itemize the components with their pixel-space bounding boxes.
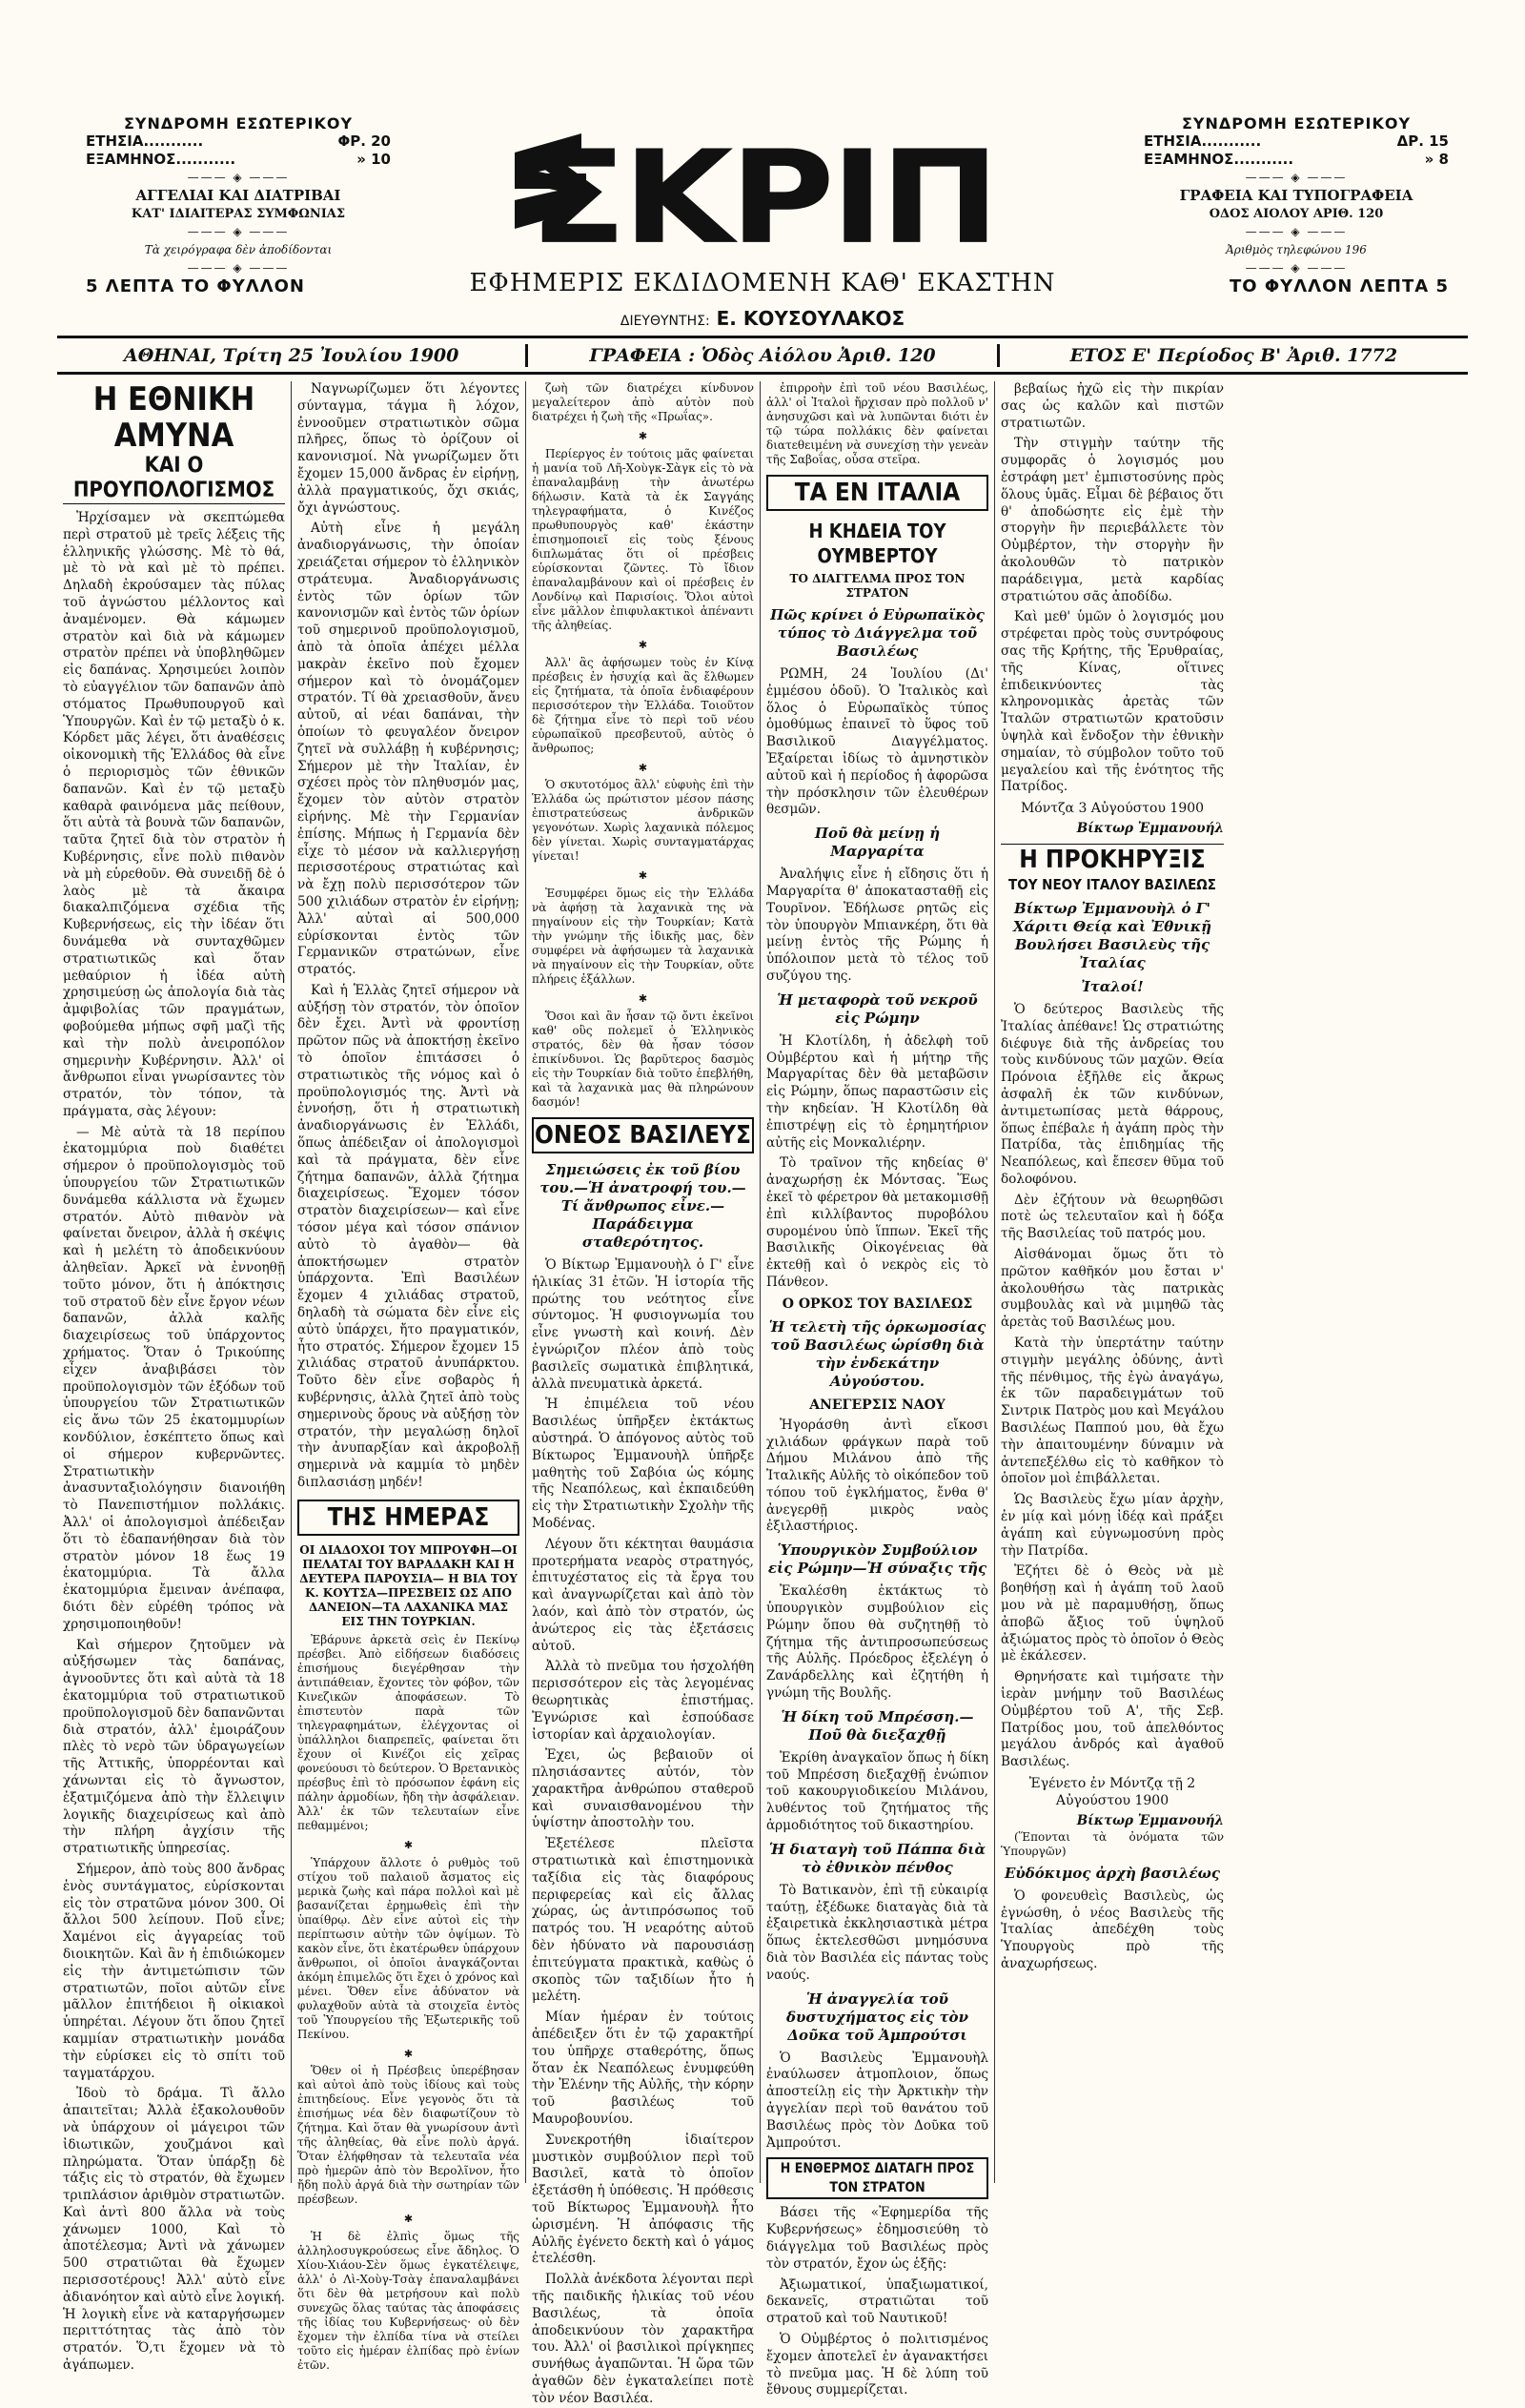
paragraph: Τὸ τραῖνον τῆς κηδείας θ' ἀναχωρήσῃ ἐκ Μόντσας. Ἕως ἐκεῖ τὸ φέρετρον θὰ μετακομισθῇ ἐπὶ κιλλίβαντος πυροβόλου συρομένου ὑπὸ ἵππων. Ἐκεῖ τῆς Βασιλικῆς Οἰκογένειας θὰ ἐκτεθῇ καὶ ὁ νεκρὸς εἰς τὸ Πάνθεον. [766, 1155, 988, 1290]
ornament: ——— ◈ ——— [187, 171, 290, 184]
section-kicker: ΑΝΕΓΕΡΣΙΣ ΝΑΟΥ [809, 1397, 946, 1413]
paragraph: Ἀναλήψις εἶνε ἡ εἴδησις ὅτι ἡ Μαργαρίτα θ' ἀποκατασταθῇ εἰς Τουρῖνον. Ἐδήλωσε ρητῶς εἰς τὸν ὑπουργὸν Μπιανκέρη, ὅτι θὰ μείνῃ ἐντὸς τῆς Ρώμης ἡ ὑπόλοιπον μετὰ τὸ τέλος τοῦ συζύγου της. [766, 867, 988, 984]
paragraph: Ἠρχίσαμεν νὰ σκεπτώμεθα περὶ στρατοῦ μὲ τρεῖς λέξεις τῆς ἑλληνικῆς γλώσσης. Μὲ τὸ θά, μὲ τὸ νὰ καὶ μὲ τὸ πρέπει. Δηλαδὴ ἐκρούσαμεν τὰς πύλας τοῦ ἀγνώστου μέλλοντος καὶ ἀναμένομεν. Θὰ κάμωμεν στρατὸν καὶ διὰ νὰ κάμωμεν στρατὸν πρέπει νὰ ὑποβληθῶμεν εἰς δαπάνας. Χρησιμεύει λοιπὸν τὸ εὐαγγέλιον τῶν δαπανῶν ἀπὸ στόματος Πρωθυπουργοῦ καὶ Ὑπουργῶν. Καὶ ἐν τῷ μεταξὺ ὁ κ. Κόρδετ μᾶς λέγει, ὅτι ἀναθέσεις οἰκονομικὴ τῆς Ἑλλάδος θὰ εἶνε ὁ περιορισμὸς τῶν ἐθνικῶν δαπανῶν. Καὶ ἐν τῷ μεταξὺ καθαρὰ φαινόμενα μᾶς πείθουν, ὅτι αὐτὰ τὰ βουνὰ τῶν δαπανῶν, ταῦτα ζητεῖ διὰ τὸν στρατὸν ἡ Κυβέρνησις, εἶνε πολὺ πιθανὸν νὰ μὴ εὑρεθοῦν. Θὰ συνειδῇ δὲ ὁ λαὸς μὲ τὰ ἄκαιρα διακαλπιζόμενα σχέδια τῆς Κυβερνήσεως, εἰς τὴν ἰδέαν ὅτι δυνάμεθα νὰ συνταχθῶμεν στρατιωτικῶς καὶ ὅταν μεθαύριον ἡ ἰδέα αὐτὴ χρησιμεύσῃ ὡς ἀπολογία διὰ τὰς ἀμφιβολίας τῶν πραγμάτων, φοβούμεθα μήπως σφῆ μαζὶ τῆς καὶ τὴν πολὺ ἀνειροπόλον σημερινὴν Κυβέρνησιν. Ἀλλ' οἱ ἄνθρωποι εἶναι γνωρίσαντες τὸν στρατόν, τὸν τόπον, τὰ πράγματα, σὰς λέγουν: [63, 510, 285, 1119]
paragraph: Αἰσθάνομαι ὅμως ὅτι τὸ πρῶτον καθῆκόν μου ἔσται ν' ἀκολουθήσω τὰς πατρικὰς συμβουλὰς καὶ νὰ μιμηθῶ τὰς ἀρετὰς τοῦ Βασιλέως μου. [1001, 1247, 1224, 1331]
masthead-left-box [86, 114, 391, 296]
section-kicker: Ἡ διαταγὴ τοῦ Πάππα διὰ τὸ ἐθνικὸν πένθος [768, 1840, 986, 1876]
paragraph: Καὶ σήμερον ζητοῦμεν νὰ αὐξήσωμεν τὰς δαπάνας, ἀγνοοῦντες ὅτι καὶ αὐτὰ τὰ 18 ἑκατομμύρια τοῦ στρατιωτικοῦ προϋπολογισμοῦ δὲν δαπανῶνται διὰ στρατόν, ἀλλ' ἐμοιράζουν πλὲς τὸ νερὸ τῶν ὑδραγωγείων τῆς Ἀττικῆς, ὑπορρέονται καὶ χάνωνται εἰς τὸ ἄγνωστον, ἐξατμιζόμενα ἀπὸ τὴν ἔλλειψιν λογικῆς διαχειρίσεως καὶ ἀπὸ τὴν πλήρη ἀγχίσιν τῆς στρατιωτικῆς ὑπηρεσίας. [63, 1637, 285, 1857]
section-kicker: Ἡ μεταφορὰ τοῦ νεκροῦ εἰς Ρώμην [777, 990, 978, 1027]
paragraph: Ἐκαλέσθη ἐκτάκτως τὸ ὑπουργικὸν συμβούλιον εἰς Ρώμην ὅπου θὰ συζητηθῇ τὸ ζήτημα τῆς ἀντιπροσωπεύσεως τῆς Αὐλῆς. Πρόεδρος ἐξελέγη ὁ Ζανάρδελλης καὶ ἐζητήθη ἡ γνώμη τῆς Βουλῆς. [766, 1583, 988, 1702]
ads-subtitle: ΚΑΤ' ΙΔΙΑΙΤΕΡΑΣ ΣΥΜΦΩΝΙΑΣ [131, 207, 346, 221]
paragraph: Ἐχει, ὡς βεβαιοῦν οἱ πλησιάσαντες αὐτόν, τὸν χαρακτῆρα ἀνθρώπου σταθεροῦ καὶ συναισθανομένου τὴν ὑψίστην ἀποστολὴν του. [532, 1747, 754, 1831]
section-headline: Η ΠΡΟΚΗΡΥΞΙΣ [1001, 844, 1224, 875]
office-title: ΓΡΑΦΕΙΑ ΚΑΙ ΤΥΠΟΓΡΑΦΕΙΑ [1179, 187, 1413, 204]
masthead-subtitle: ΕΦΗΜΕΡΙΣ ΕΚΔΙΔΟΜΕΝΗ ΚΑΘ' ΕΚΑΣΤΗΝ [469, 269, 1056, 297]
column-3 [526, 381, 761, 2406]
article-subheadline: ΚΑΙ Ο ΠΡΟΥΠΟΛΟΓΙΣΜΟΣ [63, 454, 285, 504]
paragraph: Ἡ ἐπιμέλεια τοῦ νέου Βασιλέως ὑπῆρξεν ἐκτάκτως αὐστηρά. Ὁ ἀπόγονος αὐτὸς τοῦ Βίκτωρος Ἐμμανουὴλ ὑπῆρξε μαθητὴς τοῦ Σαβόια ὡς κόμης τῆς Νεαπόλεως, καὶ ἐκπαιδεύθη εἰς τὴν Στρατιωτικὴν Σχολὴν τῆς Μοδένας. [532, 1397, 754, 1531]
price-row-semester: ΕΞΑΜΗΝΟΣ........... » 10 [86, 151, 391, 168]
dateline-place: Ἐγένετο ἐν Μόντζᾳ τῇ 2 Αὐγούστου 1900 [1028, 1775, 1196, 1808]
section-kicker: ΟΙ ΔΙΑΔΟΧΟΙ ΤΟΥ ΜΠΡΟΥΦΗ—ΟΙ ΠΕΛΑΤΑΙ ΤΟΥ ΒΑΡΑΔΑΚΗ ΚΑΙ Η ΔΕΥΤΕΡΑ ΠΑΡΟΥΣΙΑ— Η ΒΙΑ ΤΟΥ Κ. ΚΟΥΤΣΑ—ΠΡΕΣΒΕΙΣ ΩΣ ΑΠΟ ΔΑΝΕΙΟΝ—ΤΑ ΛΑΧΑΝΙΚΑ ΜΑΣ ΕΙΣ ΤΗΝ ΤΟΥΡΚΙΑΝ. [299, 1542, 518, 1628]
paragraph: ΡΩΜΗ, 24 Ἰουλίου (Δι' ἐμμέσου ὁδοῦ). Ὁ Ἰταλικὸς καὶ ὅλος ὁ Εὐρωπαϊκὸς τύπος ὁμοθύμως ἐπαινεῖ τὸ ὕφος τοῦ Βασιλικοῦ Διαγγέλματος. Ἐξαίρεται ἰδίως τὸ ἀμνηστικὸν αὐτοῦ καὶ ἡ περίοδος ἡ ἀφορῶσα τὴν πρόσκλησιν τῶν ἐλευθέρων θεσμῶν. [766, 666, 988, 818]
bottom-rule [57, 372, 1468, 375]
dateline-place: Μόντζα 3 Αὐγούστου 1900 [1020, 801, 1205, 817]
column-5 [995, 381, 1230, 2183]
sheet-price: ΤΟ ΦΥΛΛΟΝ ΛΕΠΤΑ 5 [1230, 276, 1449, 296]
column-2 [292, 381, 526, 2373]
editor-label: ΔΙΕΥΘΥΝΤΗΣ: [620, 314, 710, 329]
paragraph: Βάσει τῆς «Ἐφημερίδα τῆς Κυβερνήσεως» ἐδημοσιεύθη τὸ διάγγελμα τοῦ Βασιλέως πρὸς τὸν στρατόν, ἔχον ὡς ἑξῆς: [766, 2205, 988, 2272]
subscription-title: ΣΥΝΔΡΟΜΗ ΕΣΩΤΕΡΙΚΟΥ [1181, 114, 1412, 133]
paragraph: Ἡ Κλοτίλδη, ἡ ἀδελφὴ τοῦ Οὐμβέρτου καὶ ἡ μήτηρ τῆς Μαργαρίτας δὲν θὰ μεταβῶσιν εἰς Ρώμην, ὅπως παραστῶσιν εἰς τὴν κηδείαν. Ἡ Κλοτίλδη θὰ ἐπιστρέψῃ εἰς τὸ ἐρημητήριον αὐτῆς εἰς Μονκαλιέρην. [766, 1032, 988, 1151]
paragraph: Ἰδοὺ τὸ δράμα. Τὶ ἄλλο ἀπαιτεῖται; Ἀλλὰ ἐξακολουθοῦν νὰ ὑπάρχουν οἱ μάγειροι τῶν ἰδιωτικῶν, χουζμάνοι καὶ πληρώματα. Ὅταν ὑπάρξῃ δὲ τάξις εἰς τὸ στρατόν, θὰ ἔχωμεν τριπλάσιον ἀριθμὸν στρατιωτῶν. Καὶ ἀντὶ 800 ἄλλα νὰ τοὺς χάνωμεν 1000, Καὶ τὸ ἀποτέλεσμα; Ἀντὶ νὰ χάνωμεν 500 στρατιῶται θὰ ἔχωμεν περισσοτέρους! Ἀλλ' αὐτὸ εἶνε ἀδιανόητον καὶ αὐτὸ εἶνε λογική. Ἡ λογικὴ εἶνε νὰ καταργήσωμεν περιττότητας τὰς ἀπὸ τὸν στρατόν. Ὅ,τι ἔχομεν νὰ τὸ ἀγάπωμεν. [63, 2086, 285, 2374]
paragraph: Ἐξετέλεσε πλεῖστα στρατιωτικὰ καὶ ἐπιστημονικὰ ταξίδια εἰς τὰς διαφόρους περιφερείας καὶ εἰς ἄλλας χώρας, ὡς ἀντιπρόσωπος τοῦ πατρός του. Ἡ νεαρότης αὐτοῦ δὲν ἠδύνατο νὰ παρουσιάσῃ ἐπιτεύγματα πρακτικὰ, καθὼς ὁ σκοπὸς τῶν ταξιδίων ἦτο ἡ μελέτη. [532, 1836, 754, 2005]
paragraph: Δὲν ἐζήτουν νὰ θεωρηθῶσι ποτὲ ὡς τελευταῖον καὶ ἡ δόξα τῆς Βασιλείας τοῦ πατρός μου. [1001, 1192, 1224, 1242]
separator-star: ✱ [403, 2213, 414, 2226]
section-headline: ΟΝΕΟΣ ΒΑΣΙΛΕΥΣ [532, 1117, 754, 1153]
separator-star: ✱ [403, 2047, 414, 2060]
paragraph: Μίαν ἡμέραν ἐν τούτοις ἀπέδειξεν ὅτι ἐν τῷ χαρακτῆρί του ὑπῆρχε σταθερότης, ὅπως ὅταν ἐκ Νεαπόλεως ἐνυμφεύθη τὴν Ἐλένην τῆς Αὐλῆς, τὴν κόρην τοῦ βασιλέως τοῦ Μαυροβουνίου. [532, 2010, 754, 2128]
paragraph: Τὴν στιγμὴν ταύτην τῆς συμφορᾶς ὁ λογισμός μου ἐστράφη μετ' ἐμπιστοσύνης πρὸς ὅλους ὑμᾶς. Εἶμαι δὲ βέβαιος ὅτι θ' ἀποδώσητε εἰς ἐμὲ τὴν στοργὴν ἣν περιεβάλλετε τὸν Οὐμβέρτον, τὴν στοργὴν ἣν ἀκολουθῶν τὸ πατρικὸν παράδειγμα, μετὰ καρδίας στρατιώτου σᾶς ἀποδίδω. [1001, 436, 1224, 604]
section-kicker: Ἡ δίκη τοῦ Μπρέσση.— Ποῦ θὰ διεξαχθῇ [781, 1707, 974, 1744]
paragraph: Σήμερον, ἀπὸ τοὺς 800 ἄνδρας ἑνὸς συντάγματος, εὑρίσκονται εἰς τὸν στρατῶνα μόνον 300. Οἱ ἄλλοι 500 λείπουν. Ποῦ εἶνε; Χαμένοι εἰς ἀγγαρείας τοῦ διοικητῶν. Καὶ ἂν ἡ ἐπιδιώκομεν εἰς τὴν ἀντιμετώπισιν τῶν στρατιωτῶν, ποῖοι αὐτῶν εἶνε μᾶλλον ἐπιτήδειοι ἢ οἰκιακοὶ ὑπηρέται. Λέγουν ὅτι ὅπου ζητεῖ καμμίαν στρατιωτικὴν μονάδα τὴν εὑρίσκει εἰς τὸ σπίτι τοῦ ταγματάρχου. [63, 1861, 285, 2081]
section-subheadline: ΤΟΥ ΝΕΟΥ ΙΤΑΛΟΥ ΒΑΣΙΛΕΩΣ [1008, 875, 1216, 893]
editor-line [381, 307, 1144, 330]
separator-star: ✱ [638, 430, 648, 442]
paragraph: Ὁ δεύτερος Βασιλεὺς τῆς Ἰταλίας ἀπέθανε! Ὡς στρατιώτης διέφυγε διὰ τῆς ἀνδρείας του τοὺς κινδύνους τῶν μαχῶν. Θεία Πρόνοια ἐξῆλθε εἰς ἄκρως ἀσφαλῆ ἐκ τῶν κινδύνων, ἀντιμετωπίσας μετὰ θάρρους, ὅπως ἐπέβαλε ἡ ἀγάπη πρὸς τὴν Πατρίδα, τὰς ἐπιδημίας τῆς Νεαπόλεως, καὶ ἔπεσεν θῦμα τοῦ δολοφόνου. [1001, 1001, 1224, 1187]
column-4 [761, 381, 995, 2398]
paragraph: Θρηνήσατε καὶ τιμήσατε τὴν ἱερὰν μνήμην τοῦ Βασιλέως Οὐμβέρτου τοῦ Α', τῆς Σεβ. Πατρίδος μου, τοῦ ἀπελθόντος μεγάλου ἀνδρός καὶ ἀγαθοῦ Βασιλέως. [1001, 1669, 1224, 1770]
paragraph: ἐπιρροὴν ἐπὶ τοῦ νέου Βασιλέως, ἀλλ' οἱ Ἰταλοὶ ἤρχισαν πρὸ πολλοῦ ν' ἀνησυχῶσι καὶ νὰ λυπῶνται διότι ἐν τῷ τώρα πολλάκις δὲν φαίνεται διατεθειμένη νὰ συνεχίσῃ τὴν γενεὰν τῆς Σαβοΐας, οὖσα στεῖρα. [766, 381, 988, 466]
paragraph: Κατὰ τὴν ὑπερτάτην ταύτην στιγμὴν μεγάλης ὀδύνης, ἀντὶ τῆς πένθιμος, τῆς ἐγὼ ἀναγάγω, ἐκ τῶν παραδειγμάτων τοῦ Σιντρικ Πατρὸς μου καὶ Μεγάλου Βασιλέως Παππού μου, θὰ ἔχω τὴν ἀπαιτουμένην δύναμιν νὰ ἀντεπεξέλθω εἰς τὸ καθῆκον τὸ ὁποῖον μοὶ ἐπιβάλλεται. [1001, 1336, 1224, 1487]
masthead [57, 57, 1468, 372]
separator-star: ✱ [638, 869, 648, 883]
article-columns [57, 380, 1468, 2406]
paragraph: Ἡ δὲ ἐλπὶς ὅμως τῆς ἀλληλοσυγκρούσεως εἶνε ἄδηλος. Ὁ Χίου-Χιάου-Σὲν ὅμως ἐγκατέλειψε, ἀλλ' ὁ Λὶ-Χοὺγ-Τσὰγ ἐπαναλαμβάνει ὅτι δὲν θὰ μετρήσουν καὶ πολὺ συνεχῶς ὅλας ταύτας τὰς ἀποφάσεις τῆς ἰδίας του Κυβερνήσεως· οὐ δὲν ἔχομεν τὴν ἐλπίδα τίνα νὰ στείλει τοῦτο εἰς ἡμέραν ἐλπίδας πρὸ ἐνίων ἐτῶν. [297, 2230, 519, 2373]
section-kicker: Ἰταλοί! [1081, 977, 1144, 995]
ornament: ——— ◈ ——— [1245, 225, 1348, 238]
masthead-right-box [1144, 114, 1449, 296]
paragraph: Ἠγοράσθη ἀντὶ εἴκοσι χιλιάδων φράγκων παρὰ τοῦ Δήμου Μιλάνου ἀπὸ τῆς Ἰταλικῆς Αὐλῆς τὸ οἰκόπεδον τοῦ τόπου τοῦ ἐγκλήματος, ἔνθα θ' ἀνεγερθῇ μικρὸς ναὸς ἐξιλαστήριος. [766, 1417, 988, 1535]
paragraph: Πολλὰ ἀνέκδοτα λέγονται περὶ τῆς παιδικῆς ἡλικίας τοῦ νέου Βασιλέως, τὰ ὁποῖα ἀποδεικνύουν τὸν χαρακτῆρα του. Ἀλλ' οἱ βασιλικοὶ πρίγκηπες συνήθως ἀγαπῶνται. Ἡ ὥρα τῶν ἀγαθῶν δὲν ἐγκαταλείπει ποτὲ τὸν νέον Βασιλέα. [532, 2272, 754, 2406]
paragraph: Λέγουν ὅτι κέκτηται θαυμάσια προτερήματα νεαρὸς στρατηγός, ἐπιτυχέστατος εἰς τὰ ἔργα του καὶ ἀναγνωρίζεται καὶ ἀπὸ τὸν λαόν, καὶ ἀπὸ τὸν στρατόν, ὡς ἀνώτερος εἰς τὰς ἐξετάσεις αὐτοῦ. [532, 1536, 754, 1654]
paragraph: Συνεκροτήθη ἰδιαίτερον μυστικὸν συμβούλιον περὶ τοῦ Βασιλεῖ, κατὰ τὸ ὁποῖον ἐξετάσθη ἡ ὑπόθεσις. Ἡ πρόθεσις τοῦ Βίκτωρος Ἐμμανουὴλ ἦτο ὡρισμένη. Ἡ ἀπόφασις τῆς Αὐλῆς ἐγένετο δεκτὴ καὶ ὁ γάμος ἐτελέσθη. [532, 2132, 754, 2267]
paragraph: Ἐζήτει δὲ ὁ Θεὸς νὰ μὲ βοηθήσῃ καὶ ἡ ἀγάπη τοῦ λαοῦ μου νὰ μὲ παραμυθήσῃ, ὅπως ἀποβῶ ἄξιος τοῦ ὑψηλοῦ ἀξιώματος πρὸς τὸ ὁποῖον ὁ Θεὸς μὲ ἐκάλεσεν. [1001, 1563, 1224, 1664]
section-kicker: Σημειώσεις ἐκ τοῦ βίου του.—Ἡ ἀνατροφή του.—Τί ἄνθρωπος εἶνε.—Παράδειγμα σταθερότητος. [539, 1160, 746, 1251]
paragraph: Ὑπάρχουν ἄλλοτε ὁ ρυθμὸς τοῦ στίχου τοῦ παλαιοῦ ἄσματος εἰς μερικὰ ζωὴς καὶ πάρα πολλοὶ καὶ μὲ βασανίζεται ἐρημωθεὶς ἐπὶ τὴν ὑπαίθρῳ. Δὲν εἶνε αὐτοὶ εἰς τὴν περίπτωσιν αὐτὴν τῶν ὀψίμων. Τὸ κακὸν εἶνε, ὅτι ἐκατέρωθεν ὑπάρχουν ἄνθρωποι, οἱ ὁποῖοι ἀναγκάζονται ἀκόμη ἐπιμελῶς ὅτι ἔχει ὁ χρόνος καὶ μένει. Ὅθεν εἶνε ἀδύνατον νὰ φυλαχθοῦν αὐτὰ τὰ στοιχεῖα ἐντὸς τοῦ Ὑπουργείου τῆς Ἐξωτερικῆς τοῦ Πεκίνου. [297, 1855, 519, 2041]
paragraph: (Ἕπονται τὰ ὀνόματα τῶν Ὑπουργῶν) [1001, 1829, 1224, 1858]
dateline [57, 341, 1468, 370]
editor-name: Ε. ΚΟΥΣΟΥΛΑΚΟΣ [716, 307, 905, 330]
ornament: ——— ◈ ——— [187, 225, 290, 238]
ads-title: ΑΓΓΕΛΙΑΙ ΚΑΙ ΔΙΑΤΡΙΒΑΙ [135, 187, 341, 204]
paragraph: βεβαίως ἠχῶ εἰς τὴν πικρίαν σας ὡς καλῶν καὶ πιστῶν στρατιωτῶν. [1001, 381, 1224, 431]
paragraph: Ὅσοι καὶ ἂν ἦσαν τῷ ὄντι ἐκεῖνοι καθ' οὓς πολεμεῖ ὁ Ἑλληνικὸς στρατός, δὲν θὰ ἦσαν τόσον ἐπικίνδυνοι. Ὡς βαρῦτερος δασμὸς εἰς τὴν Τουρκίαν διὰ τοῦτο ἐπεβλήθη, καὶ τὰ λαχανικὰ μας θὰ πληρώνουν δασμόν! [532, 1009, 754, 1109]
newspaper-logo [438, 110, 1087, 274]
issue-date: ΑΘΗΝΑΙ, Τρίτη 25 Ἰουλίου 1900 [123, 345, 459, 366]
paragraph: Τὸ Βατικανὸν, ἐπὶ τῇ εὐκαιρίᾳ ταύτῃ, ἐξέδωκε διαταγὰς διὰ τὰ ἐξαιρετικὰ ἐκκλησιαστικὰ μέτρα ὅπως ἐκτελεσθῶσι μνημόσυνα διὰ τὸν Βασιλέα εἰς πάντας τοὺς ναούς. [766, 1882, 988, 1983]
section-headline: Η ΕΝΘΕΡΜΟΣ ΔΙΑΤΑΓΗ ΠΡΟΣ ΤΟΝ ΣΤΡΑΤΟΝ [766, 2157, 988, 2199]
paragraph: Περίεργος ἐν τούτοις μᾶς φαίνεται ἡ μανία τοῦ Λῆ-Χοὺγκ-Σὰγκ εἰς τὸ νὰ ἐπαναλαμβάνῃ τὴν ἀνωτέρω δήλωσιν. Κατὰ τὰ ἐκ Σαγγάης τηλεγραφήματα, ὁ Κινέζος πρωθυπουργὸς καθ' ἑκάστην ἐπισημοποιεῖ εἰς τοὺς ξένους διπλωμάτας ὅτι οἱ πρέσβεις εὑρίσκονται ζῶντες. Τὸ ἴδιον ἐπαναλαμβάνουν καὶ οἱ πρέσβεις ἐν Λονδίνῳ καὶ Παρισίοις. Ὅλοι αὐτοὶ εἶνε μᾶλλον ἐπιφυλακτικοὶ ἀπέναντι τῆς ἀληθείας. [532, 446, 754, 632]
office-address: ΟΔΟΣ ΑΙΟΛΟΥ ΑΡΙΘ. 120 [1209, 207, 1384, 221]
paragraph: Ὁ Βίκτωρ Ἐμμανουὴλ ὁ Γ' εἶνε ἡλικίας 31 ἐτῶν. Ἡ ἱστορία τῆς πρώτης του νεότητος εἶνε σύντομος. Ἡ φυσιογνωμία του εἶνε γνωστὴ καὶ κοινή. Δὲν ἐγνώριζον πλέον ἀπὸ τοὺς βασιλεῖς σωματικὰ ἐπιβλητικά, ἀλλὰ πνευματικὰ ἀρκετά. [532, 1256, 754, 1392]
paragraph: Ὡς Βασιλεὺς ἔχω μίαν ἀρχὴν, ἐν μίᾳ καὶ μόνῃ ἰδέᾳ καὶ πράξει ἀγάπη καὶ εὐγνωμοσύνη πρὸς τὴν Πατρίδα. [1001, 1492, 1224, 1559]
paragraph: Καὶ ἡ Ἑλλὰς ζητεῖ σήμερον νὰ αὐξήσῃ τὸν στρατόν, τὸν ὁποῖον δὲν ἔχει. Ἀντὶ νὰ φροντίσῃ πρῶτον πῶς νὰ ἀποκτήσῃ ἐκεῖνο τὸ ὁποῖον ἐπιτάσσει ὁ στρατιωτικὸς τῆς νόμος καὶ ὁ προϋπολογισμός της. Ἀντὶ νὰ ἐννοήσῃ, ὅτι ἡ στρατιωτικὴ ἀναδιοργάνωσις ἐν Ἑλλάδι, ὅπως ἀπέδειξαν οἱ ἀπολογισμοὶ καὶ τὰ πράγματα, δὲν εἶνε ζήτημα δαπανῶν, ἀλλὰ ζήτημα διαχειρίσεως. Ἔχομεν τόσον στρατὸν διαχειρίσεων— καὶ εἶνε τόσον μέγα καὶ τόσον σπάνιον αὐτὸ τὸ ἀγαθὸν— θὰ ἀποκτήσωμεν στρατὸν ὑπάρχοντα. Ἐπὶ Βασιλέων ἔχομεν 4 χιλιάδας στρατοῦ, δηλαδὴ τὰ σώματα δὲν εἶνε εἰς αὐτὸ ὑπάρχει, ἤτο πραγματικόν, ἦτο στρατός. Σήμερον ἔχομεν 15 χιλιάδας στρατοῦ ἀνυπάρκτου. Τοῦτο δὲν εἶνε σοβαρὸς ἡ κυβέρνησις, ἀλλὰ ζητεῖ ἀπὸ τοὺς σημερινοὺς ὅρους νὰ αὐξήσῃ τὸν στρατόν, τὴν μεγαλώσῃ δηλοῖ τὴν ἀνυπαρξίαν καὶ ἀκροβολῇ σημερινὰ νὰ καμμία τὸ μηδὲν διπλασιάσῃ μηδέν! [297, 982, 519, 1490]
section-kicker: Πῶς κρίνει ὁ Εὐρωπαϊκὸς τύπος τὸ Διάγγελμα τοῦ Βασιλέως [770, 606, 985, 660]
separator-star: ✱ [403, 1838, 414, 1851]
paragraph: ζωὴ τῶν διατρέχει κίνδυνον μεγαλείτερον ἀπὸ αὐτὸν ποὺ διατρέχει ἡ ζωὴ τῆς «Πρωΐας». [532, 381, 754, 423]
section-kicker: Ἡ ἀναγγελία τοῦ δυστυχήματος εἰς τὸν Δοῦκα τοῦ Ἀμπρούτσι [786, 1990, 968, 2044]
price-row-annual: ΕΤΗΣΙΑ........... ΔΡ. 15 [1144, 133, 1449, 150]
newspaper-page [57, 57, 1468, 2406]
paragraph: Ὅθεν οἱ ἡ Πρέσβεις ὑπερέβησαν καὶ αὐτοὶ ἀπὸ τοὺς ἰδίους καὶ τοὺς ἐπιτηδείους. Εἶνε γεγονὸς ὅτι τὰ ἐπισήμως νέα δὲν διαφωτίζουν τὸ ζήτημα. Καὶ ὅταν θὰ γνωρίσουν ἀντὶ τῆς ἀληθείας, θὰ εἶνε πολὺ ἀργά. Ὅταν ἐλήφθησαν τὰ τελευταῖα νέα πρὸ ἡμερῶν ἀπὸ τὸν Βερολῖνον, ἦτο ἤδη πολὺ ἀργά διὰ τὴν σωτηρίαν τῶν πρέσβεων. [297, 2064, 519, 2207]
paragraph: — Μὲ αὐτὰ τὰ 18 περίπου ἑκατομμύρια ποὺ διαθέτει σήμερον ὁ προϋπολογισμὸς τοῦ ὑπουργείου τῶν Στρατιωτικῶν δυνάμεθα κάλλιστα νὰ ἔχωμεν στρατόν. Αὐτὸ πιθανὸν νὰ φαίνεται ὄνειρον, ἀλλὰ ἡ σκέψις καὶ ἡ μελέτη τὸ ἀποδεικνύουν ἀληθεῖαν. Ἀρκεῖ νὰ ἐννοηθῇ τοῦτο μόνον, ὅτι ἡ ἀπόκτησις τοῦ στρατοῦ δὲν εἶνε ἔργον νέων δαπανῶν, ἀλλὰ καλῆς διαχειρίσεως τοῦ ὑπάρχοντος χρήματος. Ὅταν ὁ Τρικούπης εἶχεν ἀναβιβάσει τὸν προϋπολογισμὸν τῶν ἐξόδων τοῦ ὑπουργείου τῶν Στρατιωτικῶν εἰς ἄνω τῶν 25 ἑκατομμυρίων κονδύλιον, ἐσκέπτετο ὅπως καὶ οἱ σήμερον κυβερνῶντες. Στρατιωτικὴν ἀνασυνταξιολόγησιν διανοιήθη τὸ Πανεπιστήμιον πολλάκις. Ἀλλ' οἱ ἀπολογισμοὶ ἀπέδειξαν ὅτι τὸ ἐδαπανήθησαν διὰ τὸν στρατὸν μόνον 18 ἕως 19 ἑκατομμύρια. Τὰ ἄλλα ἑκατομμύρια ἔμειναν ἀνέπαφα, διότι δὲν εὑρέθη τρόπος νὰ χρησιμοποιηθοῦν! [63, 1124, 285, 1632]
section-kicker: Ὑπουργικὸν Συμβούλιον εἰς Ρώμην—Ἡ σύναξις τῆς [767, 1541, 987, 1578]
paragraph: Ἀλλὰ τὸ πνεῦμα του ἡσχολήθη περισσότερον εἰς τὰς λεγομένας θεωρητικὰς ἐπιστήμας. Ἐγνώρισε καὶ ἐσπούδασε ἰστορίαν καὶ ἀρχαιολογίαν. [532, 1659, 754, 1743]
price-row-annual: ΕΤΗΣΙΑ........... ΦΡ. 20 [86, 133, 391, 150]
section-kicker: Ο ΟΡΚΟΣ ΤΟΥ ΒΑΣΙΛΕΩΣ [782, 1296, 973, 1312]
ornament: ——— ◈ ——— [1245, 261, 1348, 275]
paragraph: Ἐσυμφέρει ὅμως εἰς τὴν Ἑλλάδα νὰ ἀφήσῃ τὰ λαχανικὰ της νὰ πηγαίνουν εἰς τὴν Τουρκίαν; Κατὰ τὴν γνώμην τῆς ἰδικῆς μας, δὲν συμφέρει νὰ ἀφήσωμεν τὰ λαχανικὰ νὰ πηγαίνουν εἰς τὴν Τουρκίαν, οὔτε πλήρεις ἑξάλλων. [532, 887, 754, 987]
section-subheadline: Η ΚΗΔΕΙΑ ΤΟΥ ΟΥΜΒΕΡΤΟΥ [808, 520, 946, 567]
section-kicker: ΤΟ ΔΙΑΓΓΕΛΜΑ ΠΡΟΣ ΤΟΝ ΣΤΡΑΤΟΝ [789, 572, 966, 600]
separator-star: ✱ [638, 761, 648, 774]
top-rule [57, 336, 1468, 338]
section-kicker: Βίκτωρ Ἐμμανουὴλ ὁ Γ' Χάριτι Θείᾳ καὶ Ἐθνικῇ Βουλήσει Βασιλεὺς τῆς Ἰταλίας [1012, 899, 1212, 971]
section-headline: ΤΗΣ ΗΜΕΡΑΣ [297, 1500, 519, 1536]
sheet-price: 5 ΛΕΠΤΑ ΤΟ ΦΥΛΛΟΝ [86, 276, 305, 296]
separator-star: ✱ [638, 638, 648, 651]
issue-number: ΕΤΟΣ Ε' Περίοδος Β' Ἀριθ. 1772 [1069, 345, 1398, 366]
paragraph: Αὐτὴ εἶνε ἡ μεγάλη ἀναδιοργάνωσις, τὴν ὁποίαν χρειάζεται σήμερον τὸ ἑλληνικὸν στράτευμα. Ἀναδιοργάνωσις ἐντὸς τῶν ὁρίων τῶν κανονισμῶν καὶ ἐντὸς τῶν ὁρίων τοῦ σημερινοῦ προϋπολογισμοῦ, ἀπὸ τὰ ὁποῖα ἀπέχει μέλλα μακρὰν ἐκεῖνο ποὺ ἔχομεν σήμερον καὶ τὸ ὀνομάζομεν στρατόν. Τί θὰ χρειασθοῦν, ἄνευ αὐτοῦ, αἱ νέαι δαπάναι, τὴν ὁποίων τὸ φευγαλέον ὄνειρον ζητεῖ νὰ συλλάβῃ ἡ κυβέρνησις; Σήμερον μὲ τὴν Ἰταλίαν, ἐν σχέσει πρὸς τὸν πληθυσμόν μας, ἔχομεν τὸν αὐτὸν στρατὸν εἰρήνης. Μὲ τὴν Γερμανίαν ἐπίσης. Μήπως ἡ Γερμανία δὲν εἶχε τὸ μέσον νὰ καλλιεργήσῃ περισσοτέρους στρατιώτας καὶ νὰ ἔχῃ πολὺ περισσότερον τῶν 500 χιλιάδων στρατὸν ἐν εἰρήνῃ; Ἀλλ' αὐταὶ αἱ 500,000 εὑρίσκονται ἐντὸς τῶν Γερμανικῶν στρατώνων, εἶνε στρατός. [297, 520, 519, 978]
paragraph: Ὁ σκυτοτόμος ἂλλ' εὐφυὴς ἐπὶ τὴν Ἑλλάδα ὡς πρώτιστον μέσον πάσης ἐπιστρατεύσεως ἀνδρικῶν γεγονότων. Χωρὶς λαχανικὰ πόλεμος δὲν γίνεται. Χωρὶς συνταγματάρχας γίνεται! [532, 778, 754, 864]
paragraph: Ἐβάρυνε ἀρκετὰ σεὶς ἐν Πεκίνῳ πρέσβει. Ἀπὸ εἰδήσεων διαδόσεις ἐπισήμους διεγέρθησαν τὴν ἀντιπάθειαν, ἔχοντες τὸν φόβον, τῶν Κινεζικῶν ἀποφάσεων. Τὸ ἐπιστευτὸν παρὰ τῶν τηλεγραφημάτων, ἐλέγχοντας οἱ ὑπάλληλοι διαπρεπεῖς, φαίνεται ὅτι ἔχουν οἱ Κινέζοι εἰς χεῖρας φονεύουσι τὸ δεύτερον. Ὁ Βρετανικὸς πρέσβυς ἐπὶ τὸ πρόσωπον ἐφάνη εἰς πάλην ἀρμοδίων, ἤδη τὴν ἀσφάλειαν. Ἀλλ' ἐκ τῶν τελευταίων εἶνε πεθαμμένοι; [297, 1632, 519, 1832]
price-row-semester: ΕΞΑΜΗΝΟΣ........... » 8 [1144, 151, 1449, 168]
paragraph: Ὁ φονευθεὶς Βασιλεὺς, ὡς ἐγνώσθη, ὁ νέος Βασιλεὺς τῆς Ἰταλίας ἀπεδέχθη τοὺς Ὑπουργοὺς πρὸ τῆς ἀναχωρήσεως. [1001, 1888, 1224, 1971]
paragraph: Ὁ Βασιλεὺς Ἐμμανουὴλ ἐναύλωσεν ἀτμοπλοιον, ὅπως ἀποστείλῃ εἰς τὴν Ἀρκτικὴν τὴν ἀγγελίαν περὶ τοῦ θανάτου τοῦ Βασιλέως πρὸς τὸν Δοῦκα τοῦ Ἀμπρούτσι. [766, 2050, 988, 2151]
separator-star: ✱ [638, 992, 648, 1006]
paragraph: Ἀξιωματικοί, ὑπαξιωματικοί, δεκανεῖς, στρατιῶται τοῦ στρατοῦ καὶ τοῦ Ναυτικοῦ! [766, 2276, 988, 2327]
paragraph: Ἐκρίθη ἀναγκαῖον ὅπως ἡ δίκη τοῦ Μπρέσση διεξαχθῇ ἐνώπιον τοῦ κακουργιοδικείου Μιλάνου, λυθέντος τοῦ ζητήματος τῆς ἁρμοδιότητος τοῦ δικαστηρίου. [766, 1749, 988, 1834]
section-headline: ΤΑ ΕΝ ΙΤΑΛΙΑ [766, 475, 988, 511]
section-kicker: Ἡ τελετὴ τῆς ὁρκωμοσίας τοῦ Βασιλέως ὡρίσθη διὰ τὴν ἐνδεκάτην Αὐγούστου. [768, 1317, 986, 1390]
manuscripts-note: Τὰ χειρόγραφα δὲν ἀποδίδονται [144, 243, 333, 256]
paragraph: Ὁ Οὐμβέρτος ὁ πολιτισμένος ἔχομεν ἀποτελεῖ ἐν ἀγανακτήσει τὸ πνεῦμα μας. Ἡ δὲ λύπη τοῦ ἔθνους συμμερίζεται. [766, 2331, 988, 2398]
paragraph: Ἀλλ' ἂς ἀφήσωμεν τοὺς ἐν Κίνᾳ πρέσβεις ἐν ἡσυχίᾳ καὶ ἂς ἔλθωμεν εἰς ζητήματα, τὰ ὁποῖα ἐνδιαφέρουν περισσότερον τὴν Ἑλλάδα. Τοιοῦτον δὲ ζήτημα εἶνε τὸ περὶ τοῦ νέου εὐρωπαϊκοῦ πρεσβευτοῦ, αὐτὸς ὁ ἄνθρωπος; [532, 655, 754, 755]
column-1 [57, 380, 292, 2374]
offices-address: ΓΡΑΦΕΙΑ : Ὁδὸς Αἰόλου Ἀριθ. 120 [589, 345, 936, 366]
paragraph: Ναγνωρίζωμεν ὅτι λέγοντες σύνταγμα, τάγμα ἢ λόχον, ἐννοοῦμεν στρατιωτικὸν σῶμα πλῆρες, ὅπως τὸ ὁρίζουν οἱ κανονισμοί. Νὰ γνωρίζωμεν ὅτι ἔχομεν 15,000 ἄνδρας ἐν εἰρήνῃ, ἀλλὰ πραγματικούς, ὄχι σκιάς, ὄχι ἀγνώστους. [297, 381, 519, 516]
paragraph: Καὶ μεθ' ὑμῶν ὁ λογισμός μου στρέφεται πρὸς τοὺς συντρόφους σας τῆς Κρήτης, τῆς Ἐρυθραίας, τῆς Κίνας, οἵτινες ἐπιδεικνύοντες τὰς κληρονομικὰς ἀρετὰς τῶν Ἰταλῶν στρατιωτῶν κρατοῦσιν ὑψηλὰ καὶ ἔνδοξον τὴν ἐθνικὴν σημαίαν, τὸ σύμβολον τοῦτο τοῦ μεγαλείου καὶ τῆς ἑνότητος τῆς Πατρίδος. [1001, 609, 1224, 795]
section-kicker: Εὐδόκιμος ἀρχὴ βασιλέως [1004, 1864, 1221, 1882]
logo-text: ΣΚΡΙΠ [529, 123, 996, 274]
signature: Βίκτωρ Ἐμμανουήλ [1076, 821, 1224, 837]
section-kicker: Ποῦ θὰ μείνῃ ἡ Μαργαρίτα [814, 825, 941, 861]
subscription-title: ΣΥΝΔΡΟΜΗ ΕΣΩΤΕΡΙΚΟΥ [123, 114, 354, 133]
article-headline: Η ΕΘΝΙΚΗ ΑΜΥΝΑ [92, 380, 255, 455]
signature: Βίκτωρ Ἐμμανουήλ [1076, 1812, 1224, 1828]
ornament: ——— ◈ ——— [187, 261, 290, 275]
ornament: ——— ◈ ——— [1245, 171, 1348, 184]
phone-number: Ἀριθμὸς τηλεφώνου 196 [1226, 243, 1367, 256]
